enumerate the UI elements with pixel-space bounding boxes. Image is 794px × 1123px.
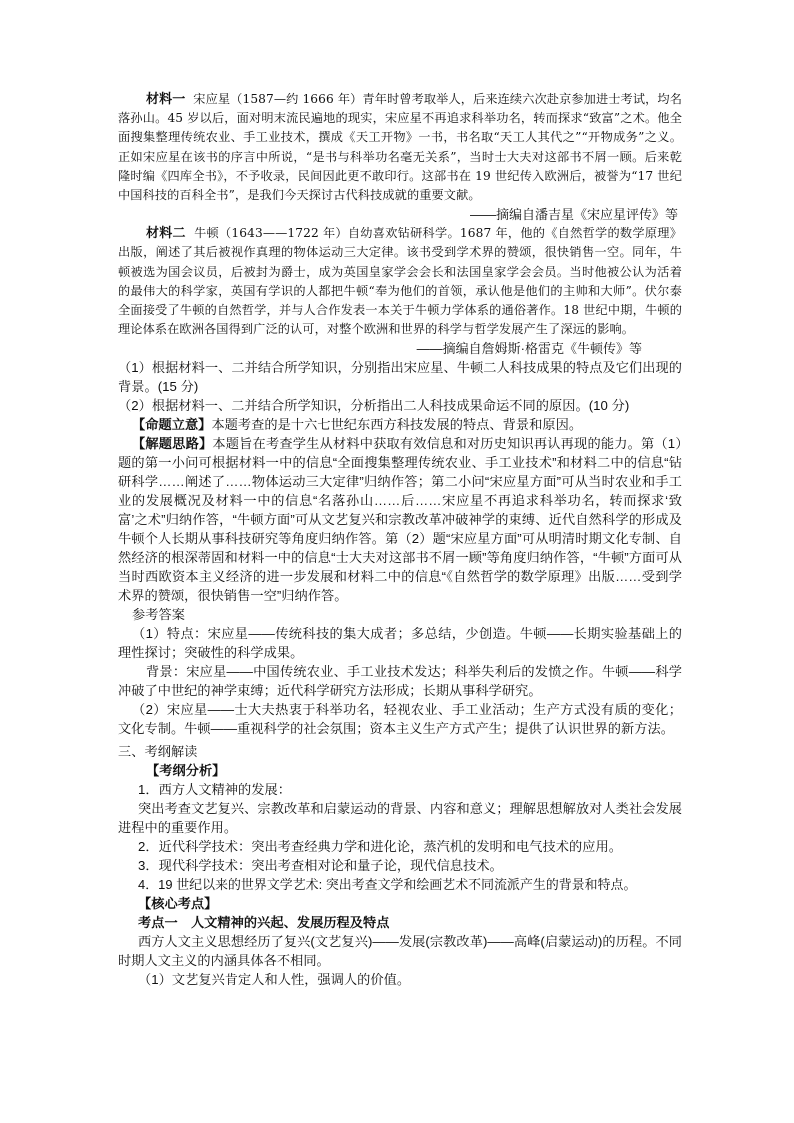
- intent-label: 【命题立意】: [132, 417, 212, 433]
- outline-item-4: 3．现代科学技术：突出考查相对论和量子论，现代信息技术。: [138, 858, 503, 874]
- core-label: 【核心考点】: [138, 896, 218, 912]
- point-one-item-1: （1）文艺复兴肯定人和人性，强调人的价值。: [138, 972, 411, 988]
- approach-text: 本题旨在考查学生从材料中获取有效信息和对历史知识再认再现的能力。第（1）题的第一小问可根据材料一中的信息“全面搜集整理传统农业、手工业技术”和材料二中的信息“钻研科学……阐述了……物体运动三大定律”归纳作答；第二小问“宋应星方面”可从当时农业和手工业的发展概况及材料一中的信息“名落孙山……后……宋应星不再追求科举功名，转而探求‘致富’之术”归纳作答，“牛顿方面”可从文艺复兴和宗教改革冲破神学的束缚、近代自然科学的形成及牛顿个人长期从事科技研究等角度归纳作答。第（2）题“宋应星方面”可从明清时期文化专制、自然经济的根深蒂固和材料一中的信息“士大夫对这部书不屑一顾”等角度归纳作答，“牛顿”方面可从当时西欧资本主义经济的进一步发展和材料二中的信息“《自然哲学的数学原理》出版……受到学术界的赞颂，很快销售一空”归纳作答。: [118, 436, 682, 604]
- question-one: （1）根据材料一、二并结合所学知识，分别指出宋应星、牛顿二人科技成果的特点及它们出现的背景。(15 分): [118, 360, 682, 395]
- approach-label: 【解题思路】: [132, 436, 213, 452]
- material-one-paragraph: [118, 90, 682, 205]
- section-three-heading: 三、考纲解读: [118, 744, 198, 760]
- answer-two: （2）宋应星——士大夫热衷于科举功名，轻视农业、手工业活动；生产方式没有质的变化；文化专制。牛顿——重视科学的社会氛围；资本主义生产方式产生；提供了认识世界的新方法。: [118, 702, 682, 737]
- outline-item-3: 2．近代科学技术：突出考查经典力学和进化论，蒸汽机的发明和电气技术的应用。: [138, 839, 622, 855]
- material-two-label: 材料二: [146, 226, 186, 242]
- outline-item-2: 突出考查文艺复兴、宗教改革和启蒙运动的背景、内容和意义；理解思想解放对人类社会发展进程中的重要作用。: [118, 801, 682, 836]
- material-one-label: 材料一: [146, 92, 186, 107]
- outline-item-5: 4．19 世纪以来的世界文学艺术: 突出考查文学和绘画艺术不同流派产生的背景和特点。: [138, 877, 637, 893]
- point-one-title: 考点一 人文精神的兴起、发展历程及特点: [138, 915, 390, 931]
- material-two-paragraph: [118, 224, 682, 339]
- document-page: [118, 90, 682, 989]
- question-two: （2）根据材料一、二并结合所学知识，分析指出二人科技成果命运不同的原因。(10 分): [118, 398, 630, 414]
- material-one-text: 宋应星（1587—约 1666 年）青年时曾考取举人，后来连续六次赴京参加进士考试，均名落孙山。45 岁以后，面对明末流民遍地的现实，宋应星不再追求科举功名，转而探求“致富”之术。他全面搜集整理传统农业、手工业技术，撰成《天工开物》一书，书名取“天工人其代之”“开物成务”之义。正如宋应星在该书的序言中所说，“是书与科举功名毫无关系”，当时士大夫对这部书不屑一顾。后来乾隆时编《四库全书》，不予收录，民间因此更不敢印行。这部书在 19 世纪传入欧洲后，被誉为“17 世纪中国科技的百科全书”，是我们今天探讨古代科技成就的重要文献。: [118, 92, 683, 203]
- material-two-text: 牛顿（1643——1722 年）自幼喜欢钻研科学。1687 年，他的《自然哲学的数学原理》出版，阐述了其后被视作真理的物体运动三大定律。该书受到学术界的赞颂，很快销售一空。同年，牛顿被选为国会议员，后被封为爵士，成为英国皇家学会会长和法国皇家学会会员。当时他被公认为活着的最伟大的科学家，英国有学识的人都把牛顿“奉为他们的首领，承认他是他们的主帅和大师”。伏尔泰全面接受了牛顿的自然哲学，并与人合作发表一本关于牛顿力学体系的通俗著作。18 世纪中期，牛顿的理论体系在欧洲各国得到广泛的认可，对整个欧洲和世界的科学与哲学发展产生了深远的影响。: [118, 226, 683, 337]
- answer-one: （1）特点：宋应星——传统科技的集大成者；多总结，少创造。牛顿——长期实验基础上的理性探讨；突破性的科学成果。: [118, 626, 682, 661]
- answer-background: 背景：宋应星——中国传统农业、手工业技术发达；科举失利后的发愤之作。牛顿——科学冲破了中世纪的神学束缚；近代科学研究方法形成；长期从事科学研究。: [118, 664, 682, 699]
- outline-item-1: 1．西方人文精神的发展：: [138, 782, 291, 798]
- approach-paragraph: [118, 434, 682, 605]
- intent-text: 本题考查的是十六七世纪东西方科技发展的特点、背景和原因。: [211, 417, 583, 433]
- material-two-source: ——摘编自詹姆斯·格雷克《牛顿传》等: [416, 341, 642, 357]
- intent-paragraph: [118, 415, 682, 434]
- point-one-text: 西方人文主义思想经历了复兴(文艺复兴)——发展(宗教改革)——高峰(启蒙运动)的历程。不同时期人文主义的内涵具体各不相同。: [118, 934, 682, 969]
- answer-title: 参考答案: [132, 607, 185, 623]
- outline-label: 【考纲分析】: [146, 763, 226, 779]
- material-one-source: ——摘编自潘吉星《宋应星评传》等: [469, 207, 678, 223]
